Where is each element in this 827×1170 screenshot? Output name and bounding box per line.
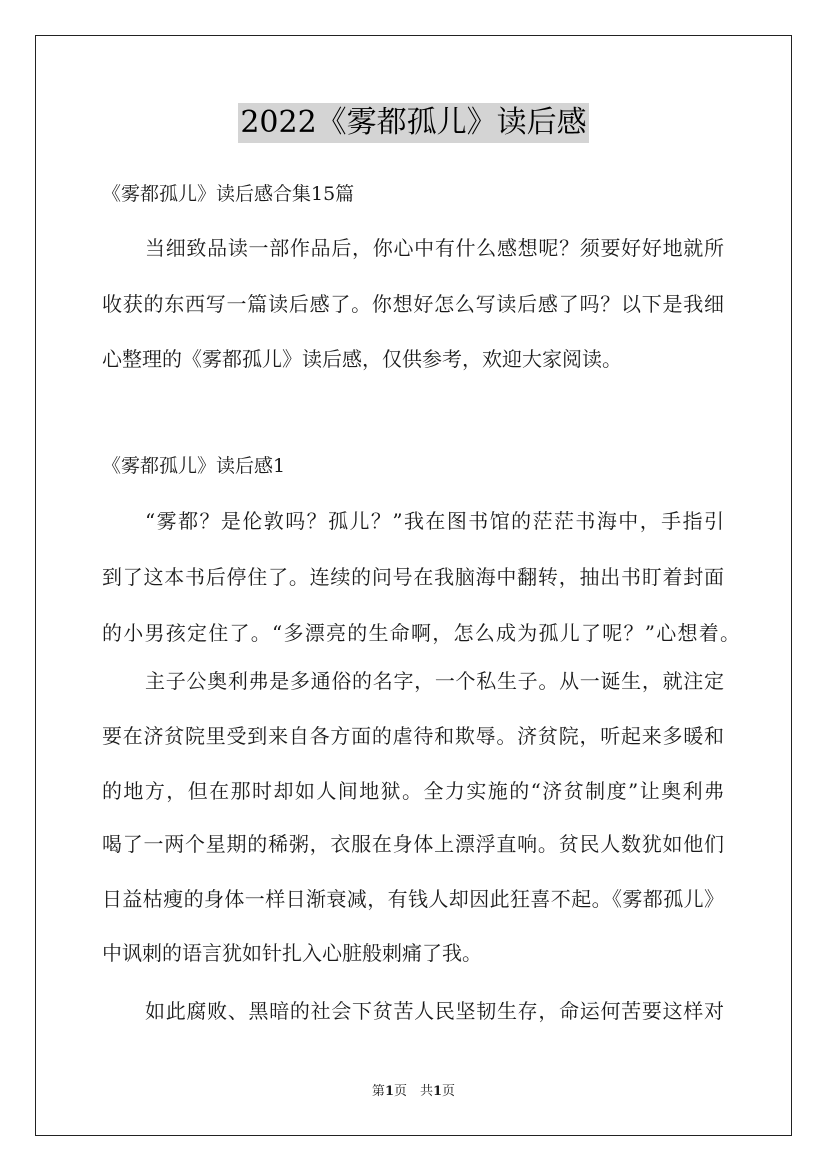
paragraph-line: 中讽刺的语言犹如针扎入心脏般刺痛了我。 <box>102 941 482 965</box>
footer-label: 页 <box>442 1084 456 1099</box>
document-subtitle: 《雾都孤儿》读后感合集15篇 <box>102 183 355 205</box>
page-total: 1 <box>433 1084 443 1099</box>
page-footer <box>0 1083 827 1101</box>
intro-line: 收获的东西写一篇读后感了。你想好怎么写读后感了吗？以下是我细 <box>102 292 724 316</box>
footer-label: 第 <box>371 1084 385 1099</box>
intro-line: 当细致品读一部作品后，你心中有什么感想呢？须要好好地就所 <box>145 236 724 260</box>
footer-label: 页 共 <box>393 1084 433 1099</box>
paragraph-line: 喝了一两个星期的稀粥，衣服在身体上漂浮直响。贫民人数犹如他们 <box>102 832 724 856</box>
paragraph-line: 主子公奥利弗是多通俗的名字，一个私生子。从一诞生，就注定 <box>145 669 724 693</box>
paragraph-line: 日益枯瘦的身体一样日渐衰减，有钱人却因此狂喜不起。《雾都孤儿》 <box>102 887 724 911</box>
paragraph-line: 要在济贫院里受到来自各方面的虐待和欺辱。济贫院，听起来多暖和 <box>102 724 724 748</box>
document-title: 2022《雾都孤儿》读后感 <box>238 103 588 143</box>
paragraph-line: 的地方，但在那时却如人间地狱。全力实施的“济贫制度”让奥利弗 <box>102 779 724 803</box>
paragraph-line: “雾都？是伦敦吗？孤儿？”我在图书馆的茫茫书海中，手指引 <box>145 509 724 533</box>
intro-line: 心整理的《雾都孤儿》读后感，仅供参考，欢迎大家阅读。 <box>102 347 622 371</box>
section-heading: 《雾都孤儿》读后感1 <box>102 455 286 477</box>
page-number: 1 <box>384 1084 394 1099</box>
paragraph-line: 如此腐败、黑暗的社会下贫苦人民坚韧生存，命运何苦要这样对 <box>145 999 724 1023</box>
paragraph-line: 的小男孩定住了。“多漂亮的生命啊，怎么成为孤儿了呢？”心想着。 <box>102 621 740 645</box>
title-container <box>0 103 827 143</box>
paragraph-line: 到了这本书后停住了。连续的问号在我脑海中翻转，抽出书盯着封面 <box>102 565 724 589</box>
